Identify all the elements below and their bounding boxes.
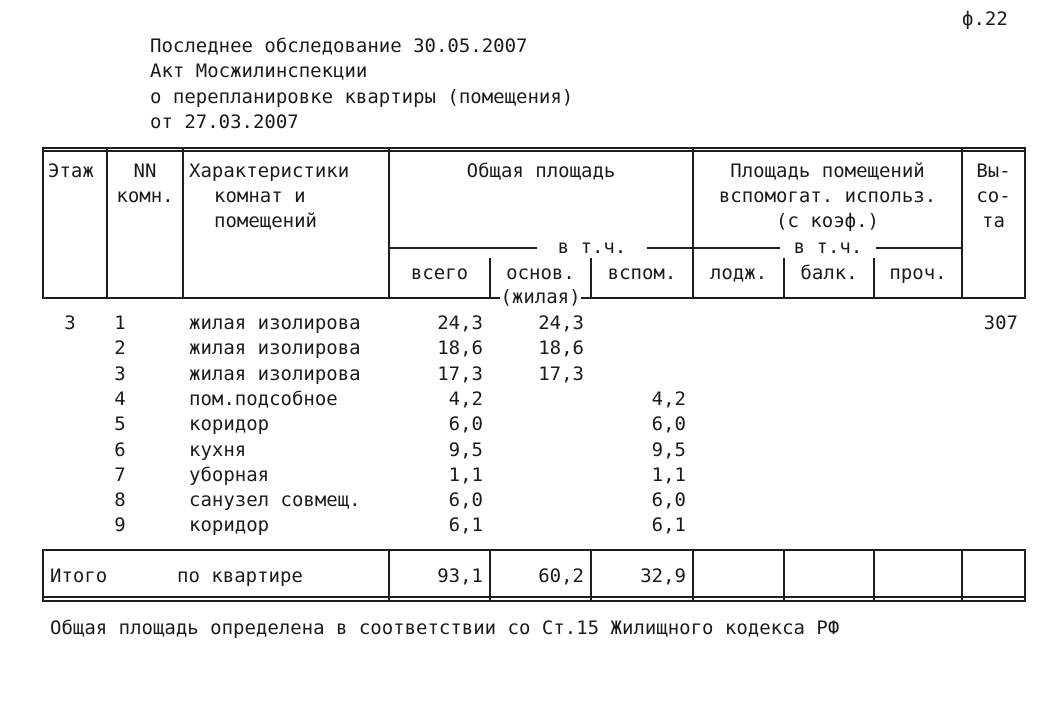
cell-room-name: кухня [189, 439, 247, 461]
cell-aux-area: 4,2 [651, 388, 686, 410]
cell-room-name: жилая изолирова [189, 363, 361, 385]
header-total-area: Общая площадь [466, 160, 616, 182]
header-char-line3: помещений [214, 210, 317, 232]
header-aux-area-line1: Площадь помещений [730, 160, 925, 182]
header-vline [42, 147, 44, 298]
header-char-line2: комнат и [214, 185, 306, 207]
cell-room-number: 4 [114, 388, 126, 410]
heading-line-1: Последнее обследование 30.05.2007 [150, 35, 528, 57]
totals-label: Итого [50, 565, 108, 587]
cell-aux-area: 1,1 [651, 464, 686, 486]
totals-total-area: 93,1 [437, 565, 483, 587]
cell-aux-area: 6,1 [651, 514, 686, 536]
cell-room-number: 5 [114, 413, 126, 435]
cell-total-area: 18,6 [437, 337, 483, 359]
header-incl: в т.ч. [537, 238, 647, 257]
cell-total-area: 24,3 [437, 312, 483, 334]
cell-room-number: 3 [114, 363, 126, 385]
cell-room-number: 9 [114, 514, 126, 536]
header-aux: вспом. [607, 262, 677, 284]
cell-room-name: коридор [189, 413, 270, 435]
header-main-residential: (жилая) [500, 286, 581, 308]
totals-bottom-border-double [42, 600, 1026, 602]
cell-total-area: 6,1 [448, 514, 483, 536]
totals-vline [42, 549, 44, 602]
cell-total-area: 6,0 [448, 489, 483, 511]
header-char-line1: Характеристики [189, 160, 350, 182]
cell-main-area: 24,3 [538, 312, 584, 334]
header-vline [1024, 147, 1026, 298]
cell-room-name: жилая изолирова [189, 337, 361, 359]
cell-room-number: 2 [114, 337, 126, 359]
header-height-line1: Вы- [976, 160, 1011, 182]
header-vline [182, 147, 184, 298]
totals-bottom-border [42, 596, 1026, 598]
footer-note: Общая площадь определена в соответствии со Ст.15 Жилищного кодекса РФ [50, 617, 840, 639]
header-floor: Этаж [48, 160, 94, 182]
heading-line-4: от 27.03.2007 [150, 111, 299, 133]
cell-room-name: коридор [189, 514, 270, 536]
cell-height: 307 [983, 312, 1018, 334]
cell-floor: 3 [64, 312, 76, 334]
header-height-line2: со- [976, 185, 1011, 207]
totals-aux-area: 32,9 [640, 565, 686, 587]
cell-total-area: 4,2 [448, 388, 483, 410]
cell-room-number: 6 [114, 439, 126, 461]
cell-room-name: пом.подсобное [189, 388, 338, 410]
cell-total-area: 17,3 [437, 363, 483, 385]
totals-main-area: 60,2 [538, 565, 584, 587]
heading-line-2: Акт Мосжилинспекции [150, 60, 368, 82]
totals-vline [692, 549, 694, 602]
header-loggia: лодж. [709, 262, 768, 284]
cell-main-area: 17,3 [538, 363, 584, 385]
cell-room-name: уборная [189, 464, 270, 486]
header-incl-2: в т.ч. [780, 238, 876, 257]
header-other: проч. [889, 262, 947, 284]
cell-aux-area: 6,0 [651, 489, 686, 511]
cell-main-area: 18,6 [538, 337, 584, 359]
totals-vline [1024, 549, 1026, 602]
totals-vline [961, 549, 963, 602]
header-num-line2: комн. [116, 185, 174, 207]
form-code: ф.22 [962, 8, 1008, 30]
cell-room-number: 7 [114, 464, 126, 486]
header-top-border-double [42, 150, 1026, 152]
cell-aux-area: 9,5 [651, 439, 686, 461]
totals-top-border [42, 549, 1026, 551]
cell-total-area: 1,1 [448, 464, 483, 486]
header-aux-area-line3: (с коэф.) [776, 210, 879, 232]
header-balcony: балк. [800, 262, 858, 284]
cell-room-name: жилая изолирова [189, 312, 361, 334]
header-top-border [42, 147, 1026, 149]
cell-total-area: 6,0 [448, 413, 483, 435]
header-total: всего [410, 262, 469, 284]
header-aux-area-line2: вспомогат. использ. [718, 185, 937, 207]
totals-vline [783, 549, 785, 602]
header-main: основ. [506, 262, 575, 284]
header-num-line1: NN [133, 160, 157, 182]
cell-room-number: 1 [114, 312, 126, 334]
cell-total-area: 9,5 [448, 439, 483, 461]
heading-line-3: о перепланировке квартиры (помещения) [150, 86, 574, 108]
totals-vline [873, 549, 875, 602]
totals-label-apartment: по квартире [177, 565, 303, 587]
cell-room-name: санузел совмещ. [189, 489, 361, 511]
cell-room-number: 8 [114, 489, 126, 511]
header-height-line3: та [982, 210, 1005, 232]
cell-aux-area: 6,0 [651, 413, 686, 435]
